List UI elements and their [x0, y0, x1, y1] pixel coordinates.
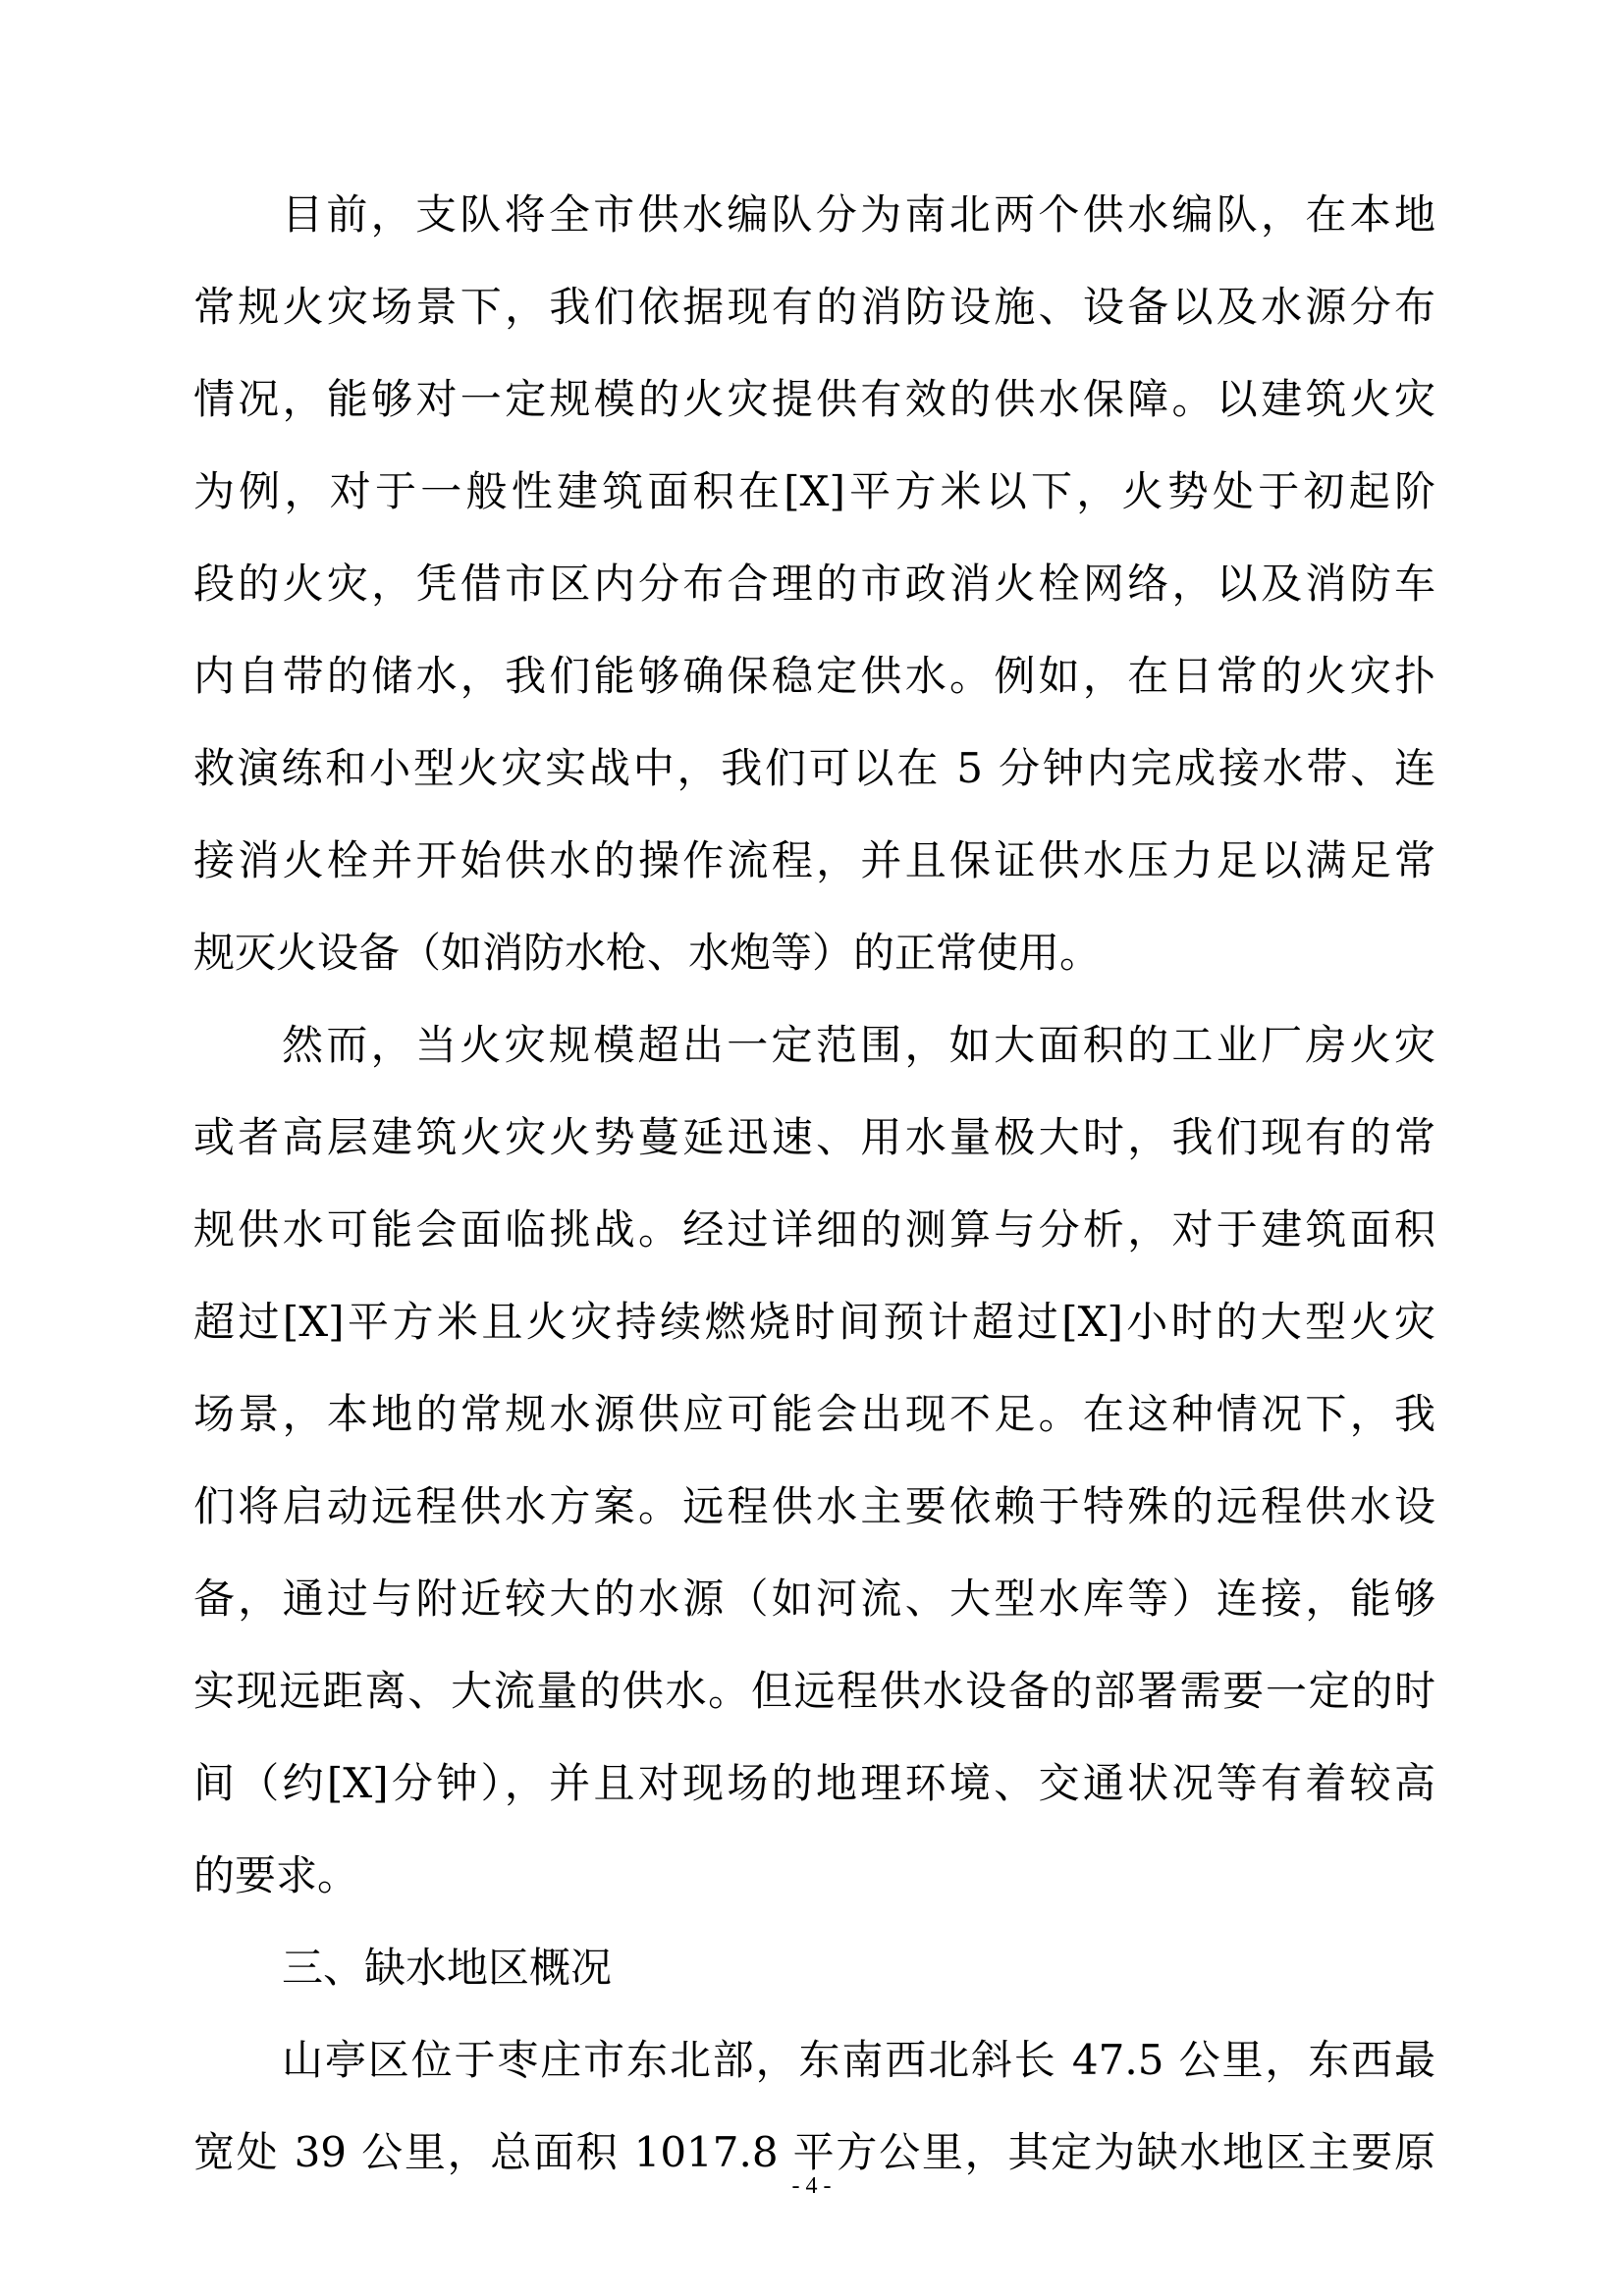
paragraph-2-line-10: 的要求。	[193, 1851, 359, 1899]
paragraph-3-line-2: 宽处 39 公里，总面积 1017.8 平方公里，其定为缺水地区主要原	[193, 2128, 1435, 2176]
paragraph-2-line-5: 场景，本地的常规水源供应可能会出现不足。在这种情况下，我	[193, 1390, 1435, 1438]
section-heading-3: 三、缺水地区概况	[282, 1944, 613, 1992]
paragraph-1-line-7: 救演练和小型火灾实战中，我们可以在 5 分钟内完成接水带、连	[193, 744, 1435, 792]
paragraph-2-line-4: 超过[X]平方米且火灾持续燃烧时间预计超过[X]小时的大型火灾	[193, 1298, 1435, 1346]
paragraph-1-line-4: 为例，对于一般性建筑面积在[X]平方米以下，火势处于初起阶	[193, 467, 1435, 515]
paragraph-1-line-6: 内自带的储水，我们能够确保稳定供水。例如，在日常的火灾扑	[193, 652, 1435, 700]
paragraph-2-line-1: 然而，当火灾规模超出一定范围，如大面积的工业厂房火灾	[282, 1021, 1435, 1069]
paragraph-3-line-1: 山亭区位于枣庄市东北部，东南西北斜长 47.5 公里，东西最	[282, 2036, 1435, 2084]
paragraph-1-line-8: 接消火栓并开始供水的操作流程，并且保证供水压力足以满足常	[193, 836, 1435, 884]
paragraph-1-line-9: 规灭火设备（如消防水枪、水炮等）的正常使用。	[193, 929, 1102, 977]
paragraph-2-line-7: 备，通过与附近较大的水源（如河流、大型水库等）连接，能够	[193, 1575, 1435, 1623]
paragraph-1-line-3: 情况，能够对一定规模的火灾提供有效的供水保障。以建筑火灾	[193, 375, 1435, 423]
paragraph-1-line-2: 常规火灾场景下，我们依据现有的消防设施、设备以及水源分布	[193, 283, 1435, 331]
paragraph-2-line-6: 们将启动远程供水方案。远程供水主要依赖于特殊的远程供水设	[193, 1482, 1435, 1530]
paragraph-2-line-8: 实现远距离、大流量的供水。但远程供水设备的部署需要一定的时	[193, 1667, 1435, 1715]
page-number: - 4 -	[791, 2173, 832, 2199]
paragraph-1-line-5: 段的火灾，凭借市区内分布合理的市政消火栓网络，以及消防车	[193, 560, 1435, 608]
paragraph-2-line-9: 间（约[X]分钟），并且对现场的地理环境、交通状况等有着较高	[193, 1759, 1435, 1807]
paragraph-2-line-2: 或者高层建筑火灾火势蔓延迅速、用水量极大时，我们现有的常	[193, 1113, 1435, 1161]
paragraph-1-line-1: 目前，支队将全市供水编队分为南北两个供水编队，在本地	[282, 190, 1435, 239]
paragraph-2-line-3: 规供水可能会面临挑战。经过详细的测算与分析，对于建筑面积	[193, 1205, 1435, 1254]
